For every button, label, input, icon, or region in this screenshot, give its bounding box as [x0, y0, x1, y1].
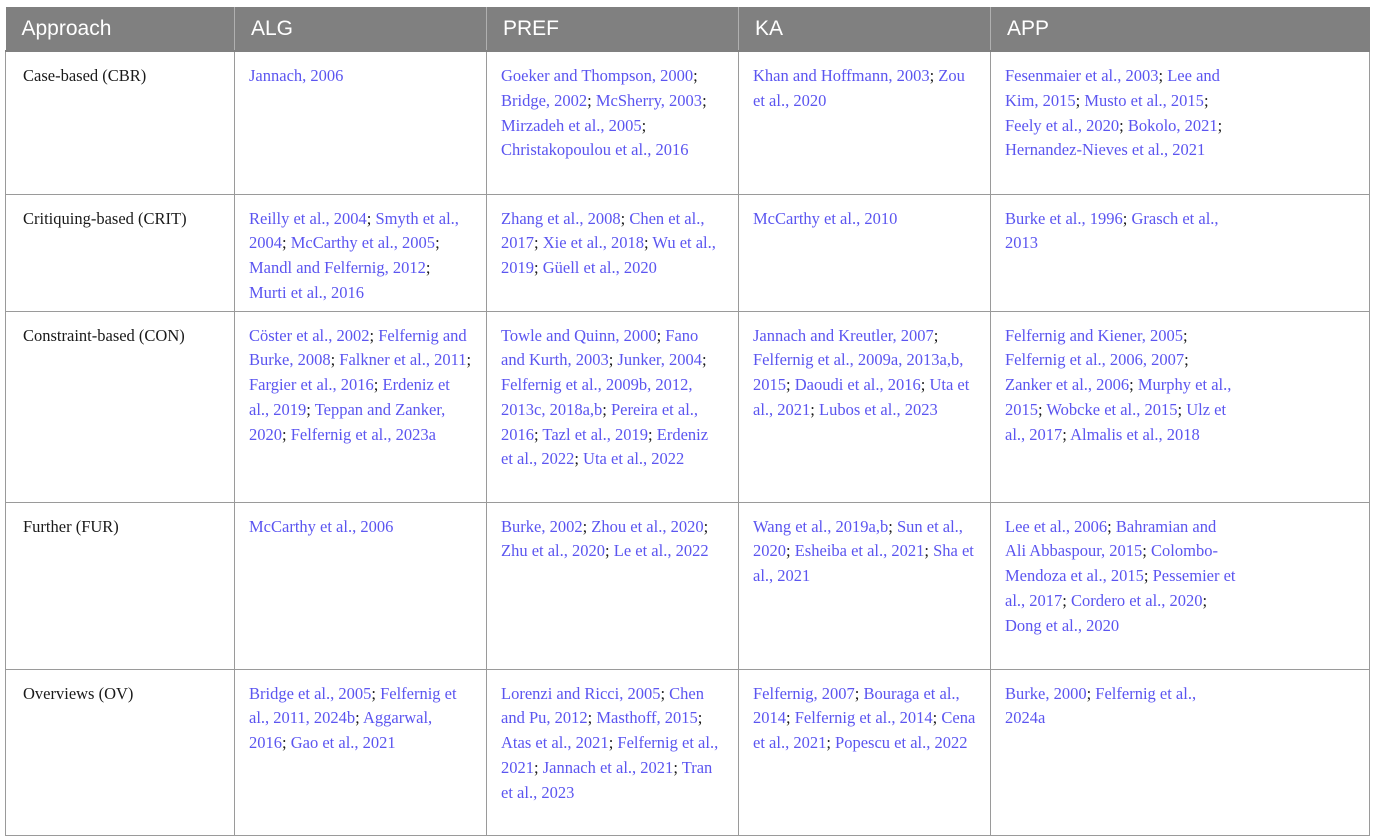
- citation-link[interactable]: Christakopoulou et al., 2016: [501, 140, 689, 160]
- pref-cell: [487, 669, 739, 835]
- citation-link[interactable]: Erdeniz et al., 2019: [249, 375, 450, 419]
- citation-link[interactable]: Teppan and Zanker, 2020: [249, 399, 446, 444]
- table-row: [6, 669, 1370, 835]
- citation-separator: ;: [282, 733, 291, 753]
- citation-link[interactable]: Colombo-Mendoza et al., 2015: [1005, 541, 1218, 586]
- citation-separator: ;: [608, 350, 618, 370]
- citation-separator: ;: [282, 424, 291, 444]
- citation-separator: ;: [810, 399, 820, 419]
- citation-link[interactable]: Popescu et al., 2022: [835, 733, 968, 753]
- table-row: [6, 502, 1370, 669]
- pref-cell: [487, 194, 739, 311]
- citation-link[interactable]: Tazl et al., 2019: [542, 424, 649, 444]
- citation-link[interactable]: Smyth et al., 2004: [249, 208, 459, 253]
- citation-link[interactable]: Burke, 2002: [501, 516, 583, 536]
- pref-cell: [487, 502, 739, 669]
- app-cell: [991, 311, 1370, 502]
- citation-separator: ;: [1062, 424, 1071, 444]
- citation-separator: ;: [466, 350, 472, 370]
- citation-separator: ;: [1075, 90, 1085, 110]
- alg-cell: [235, 311, 487, 502]
- citation-separator: ;: [1038, 399, 1047, 419]
- citation-link[interactable]: Fargier et al., 2016: [249, 375, 374, 395]
- citation-separator: ;: [534, 233, 543, 253]
- citation-link[interactable]: Pessemier et al., 2017: [1005, 566, 1236, 610]
- app-cell: [991, 669, 1370, 835]
- citation-link[interactable]: Bouraga et al., 2014: [753, 683, 960, 728]
- alg-cell: [235, 51, 487, 194]
- approach-cell: Further (FUR): [6, 502, 235, 669]
- citation-link[interactable]: Felfernig, 2007: [753, 683, 855, 703]
- citation-link[interactable]: Towle and Quinn, 2000: [501, 325, 657, 345]
- citation-separator: ;: [1203, 90, 1209, 110]
- alg-cell: [235, 194, 487, 311]
- citation-separator: ;: [1183, 325, 1188, 345]
- citation-link[interactable]: Felfernig et al., 2009b, 2012, 2013c, 2018a,b: [501, 375, 693, 419]
- citation-link[interactable]: Esheiba et al., 2021: [794, 541, 925, 561]
- citation-link[interactable]: Xie et al., 2018: [542, 233, 644, 253]
- citation-link[interactable]: Lorenzi and Ricci, 2005: [501, 683, 661, 703]
- citation-separator: ;: [641, 115, 647, 135]
- header-row: [6, 7, 1370, 51]
- approach-table: [5, 7, 1370, 836]
- header-alg: ALG: [235, 7, 487, 51]
- header-approach: Approach: [6, 7, 235, 51]
- citation-link[interactable]: Felfernig et al., 2024a: [1005, 683, 1197, 728]
- citation-separator: ;: [620, 208, 630, 228]
- citation-separator: ;: [1177, 399, 1187, 419]
- citation-link[interactable]: Murti et al., 2016: [249, 282, 365, 302]
- citation-link[interactable]: Chen and Pu, 2012: [501, 683, 705, 728]
- ka-cell: [739, 194, 991, 311]
- citation-separator: ;: [932, 708, 942, 728]
- citation-separator: ;: [1142, 541, 1152, 561]
- citation-separator: ;: [924, 541, 934, 561]
- citation-separator: ;: [1158, 66, 1168, 85]
- citation-link[interactable]: Junker, 2004: [617, 350, 703, 370]
- pref-cell: [487, 311, 739, 502]
- citation-separator: ;: [854, 683, 864, 703]
- citation-link[interactable]: Mandl and Felfernig, 2012: [249, 258, 426, 278]
- citation-separator: ;: [534, 424, 543, 444]
- citation-link[interactable]: Bridge et al., 2005: [249, 683, 372, 703]
- citation-separator: ;: [786, 375, 795, 395]
- citation-link[interactable]: Jannach, 2006: [249, 66, 344, 85]
- header-pref: PREF: [487, 7, 739, 51]
- citation-link[interactable]: Gao et al., 2021: [290, 733, 396, 753]
- ka-cell: [739, 51, 991, 194]
- citation-separator: ;: [534, 757, 543, 777]
- citation-link[interactable]: Fesenmaier et al., 2003: [1005, 66, 1159, 85]
- citation-separator: ;: [587, 90, 596, 110]
- header-app: APP: [991, 7, 1370, 51]
- citation-separator: ;: [330, 350, 340, 370]
- citation-link[interactable]: Goeker and Thompson, 2000: [501, 66, 694, 85]
- citation-separator: ;: [693, 66, 698, 85]
- citation-link[interactable]: Cordero et al., 2020: [1071, 590, 1203, 610]
- citation-link[interactable]: Hernandez-Nieves et al., 2021: [1005, 140, 1206, 160]
- citation-separator: ;: [534, 258, 543, 278]
- citation-separator: ;: [1217, 115, 1223, 135]
- citation-separator: ;: [371, 683, 381, 703]
- citation-link[interactable]: McSherry, 2003: [595, 90, 703, 110]
- citation-link[interactable]: Bridge, 2002: [501, 90, 588, 110]
- citation-link[interactable]: Bahramian and Ali Abbaspour, 2015: [1005, 516, 1217, 561]
- citation-separator: ;: [366, 208, 376, 228]
- citation-separator: ;: [697, 708, 703, 728]
- citation-link[interactable]: Feely et al., 2020: [1005, 115, 1120, 135]
- citation-separator: ;: [673, 757, 682, 777]
- citation-link[interactable]: Burke, 2000: [1005, 683, 1087, 703]
- citation-link[interactable]: Lee and Kim, 2015: [1005, 66, 1220, 110]
- citation-link[interactable]: Sun et al., 2020: [753, 516, 963, 561]
- citation-link[interactable]: Uta et al., 2021: [753, 375, 970, 419]
- citation-link[interactable]: Felfernig et al., 2011, 2024b: [249, 683, 457, 728]
- citation-separator: ;: [786, 708, 795, 728]
- citation-link[interactable]: Zou et al., 2020: [753, 66, 965, 110]
- citation-link[interactable]: Felfernig and Kiener, 2005: [1005, 325, 1184, 345]
- citation-link[interactable]: Zanker et al., 2006: [1005, 375, 1130, 395]
- citation-link[interactable]: Masthoff, 2015: [596, 708, 698, 728]
- citation-link[interactable]: Güell et al., 2020: [542, 258, 657, 278]
- citation-link[interactable]: Dong et al., 2020: [1005, 615, 1120, 635]
- citation-link[interactable]: Erdeniz et al., 2022: [501, 424, 709, 469]
- citation-separator: ;: [1119, 115, 1128, 135]
- citation-separator: ;: [605, 541, 614, 561]
- citation-link[interactable]: Ulz et al., 2017: [1005, 399, 1227, 444]
- citation-link[interactable]: Murphy et al., 2015: [1005, 375, 1232, 419]
- citation-link[interactable]: McCarthy et al., 2010: [753, 208, 898, 228]
- app-cell: [991, 502, 1370, 669]
- citation-link[interactable]: Cena et al., 2021: [753, 708, 976, 753]
- alg-cell: [235, 669, 487, 835]
- citation-separator: ;: [306, 399, 315, 419]
- citation-link[interactable]: Khan and Hoffmann, 2003: [753, 66, 930, 85]
- citation-link[interactable]: Tran et al., 2023: [501, 757, 713, 802]
- citation-separator: ;: [1143, 566, 1153, 586]
- citation-separator: ;: [1107, 516, 1116, 536]
- citation-link[interactable]: Musto et al., 2015: [1084, 90, 1204, 110]
- table-body: [6, 51, 1370, 835]
- citation-link[interactable]: Wang et al., 2019a,b: [753, 516, 889, 536]
- citation-link[interactable]: Fano and Kurth, 2003: [501, 325, 699, 370]
- citation-separator: ;: [369, 325, 379, 345]
- app-cell: [991, 194, 1370, 311]
- citation-separator: ;: [602, 399, 611, 419]
- ka-cell: [739, 311, 991, 502]
- citation-link[interactable]: Felfernig and Burke, 2008: [249, 325, 467, 370]
- citation-link[interactable]: Le et al., 2022: [613, 541, 709, 561]
- citation-link[interactable]: Grasch et al., 2013: [1005, 208, 1219, 253]
- citation-link[interactable]: Lubos et al., 2023: [819, 399, 938, 419]
- citation-separator: ;: [1202, 590, 1208, 610]
- citation-separator: ;: [648, 424, 657, 444]
- citation-separator: ;: [786, 541, 795, 561]
- citation-link[interactable]: McCarthy et al., 2005: [290, 233, 436, 253]
- citation-separator: ;: [920, 375, 930, 395]
- citation-link[interactable]: Felfernig et al., 2023a: [290, 424, 436, 444]
- citation-link[interactable]: Mirzadeh et al., 2005: [501, 115, 642, 135]
- citation-link[interactable]: Zhu et al., 2020: [501, 541, 606, 561]
- table-row: [6, 194, 1370, 311]
- approach-cell: Overviews (OV): [6, 669, 235, 835]
- citation-link[interactable]: Chen et al., 2017: [501, 208, 705, 253]
- citation-separator: ;: [703, 516, 709, 536]
- approach-cell: Case-based (CBR): [6, 51, 235, 194]
- citation-separator: ;: [608, 733, 618, 753]
- approach-cell: Critiquing-based (CRIT): [6, 194, 235, 311]
- alg-cell: [235, 502, 487, 669]
- citation-separator: ;: [587, 708, 597, 728]
- citation-link[interactable]: Wu et al., 2019: [501, 233, 716, 278]
- citation-separator: ;: [643, 233, 653, 253]
- approach-cell: Constraint-based (CON): [6, 311, 235, 502]
- citation-link[interactable]: Bokolo, 2021: [1127, 115, 1218, 135]
- citation-link[interactable]: Atas et al., 2021: [501, 733, 609, 753]
- table-row: [6, 51, 1370, 194]
- citation-link[interactable]: Lee et al., 2006: [1005, 516, 1108, 536]
- ka-cell: [739, 502, 991, 669]
- citation-link[interactable]: Almalis et al., 2018: [1070, 424, 1200, 444]
- approach-table-container: [5, 7, 1369, 836]
- citation-link[interactable]: McCarthy et al., 2006: [249, 516, 394, 536]
- citation-link[interactable]: Sha et al., 2021: [753, 541, 974, 586]
- citation-separator: ;: [929, 66, 939, 85]
- citation-link[interactable]: Cöster et al., 2002: [249, 325, 370, 345]
- table-header: [6, 7, 1370, 51]
- header-ka: KA: [739, 7, 991, 51]
- citation-link[interactable]: Felfernig et al., 2021: [501, 733, 719, 777]
- citation-link[interactable]: Daoudi et al., 2016: [794, 375, 921, 395]
- citation-link[interactable]: Reilly et al., 2004: [249, 208, 367, 228]
- citation-separator: ;: [574, 449, 584, 469]
- citation-separator: ;: [826, 733, 836, 753]
- citation-link[interactable]: Zhang et al., 2008: [501, 208, 621, 228]
- citation-link[interactable]: Falkner et al., 2011: [339, 350, 467, 370]
- ka-cell: [739, 669, 991, 835]
- citation-link[interactable]: Zhou et al., 2020: [591, 516, 704, 536]
- citation-link[interactable]: Pereira et al., 2016: [501, 399, 699, 444]
- citation-link[interactable]: Aggarwal, 2016: [249, 708, 433, 753]
- citation-link[interactable]: Felfernig et al., 2014: [794, 708, 933, 728]
- citation-separator: ;: [702, 350, 707, 370]
- citation-link[interactable]: Jannach et al., 2021: [542, 757, 674, 777]
- citation-separator: ;: [933, 325, 939, 345]
- citation-separator: ;: [373, 375, 383, 395]
- citation-separator: ;: [660, 683, 670, 703]
- citation-separator: ;: [282, 233, 291, 253]
- citation-separator: ;: [1129, 375, 1138, 395]
- citation-link[interactable]: Uta et al., 2022: [583, 449, 685, 469]
- citation-link[interactable]: Jannach and Kreutler, 2007: [753, 325, 934, 345]
- citation-separator: ;: [888, 516, 897, 536]
- citation-separator: ;: [1086, 683, 1096, 703]
- citation-separator: ;: [425, 258, 431, 278]
- citation-separator: ;: [1122, 208, 1132, 228]
- citation-link[interactable]: Felfernig et al., 2009a, 2013a,b, 2015: [753, 350, 964, 395]
- citation-separator: ;: [1062, 590, 1072, 610]
- citation-separator: ;: [582, 516, 592, 536]
- pref-cell: [487, 51, 739, 194]
- citation-link[interactable]: Wobcke et al., 2015: [1046, 399, 1178, 419]
- citation-separator: ;: [435, 233, 440, 253]
- citation-link[interactable]: Felfernig et al., 2006, 2007: [1005, 350, 1185, 370]
- app-cell: [991, 51, 1370, 194]
- table-row: [6, 311, 1370, 502]
- citation-separator: ;: [656, 325, 666, 345]
- citation-separator: ;: [1184, 350, 1189, 370]
- citation-separator: ;: [355, 708, 363, 728]
- citation-separator: ;: [702, 90, 707, 110]
- citation-link[interactable]: Burke et al., 1996: [1005, 208, 1123, 228]
